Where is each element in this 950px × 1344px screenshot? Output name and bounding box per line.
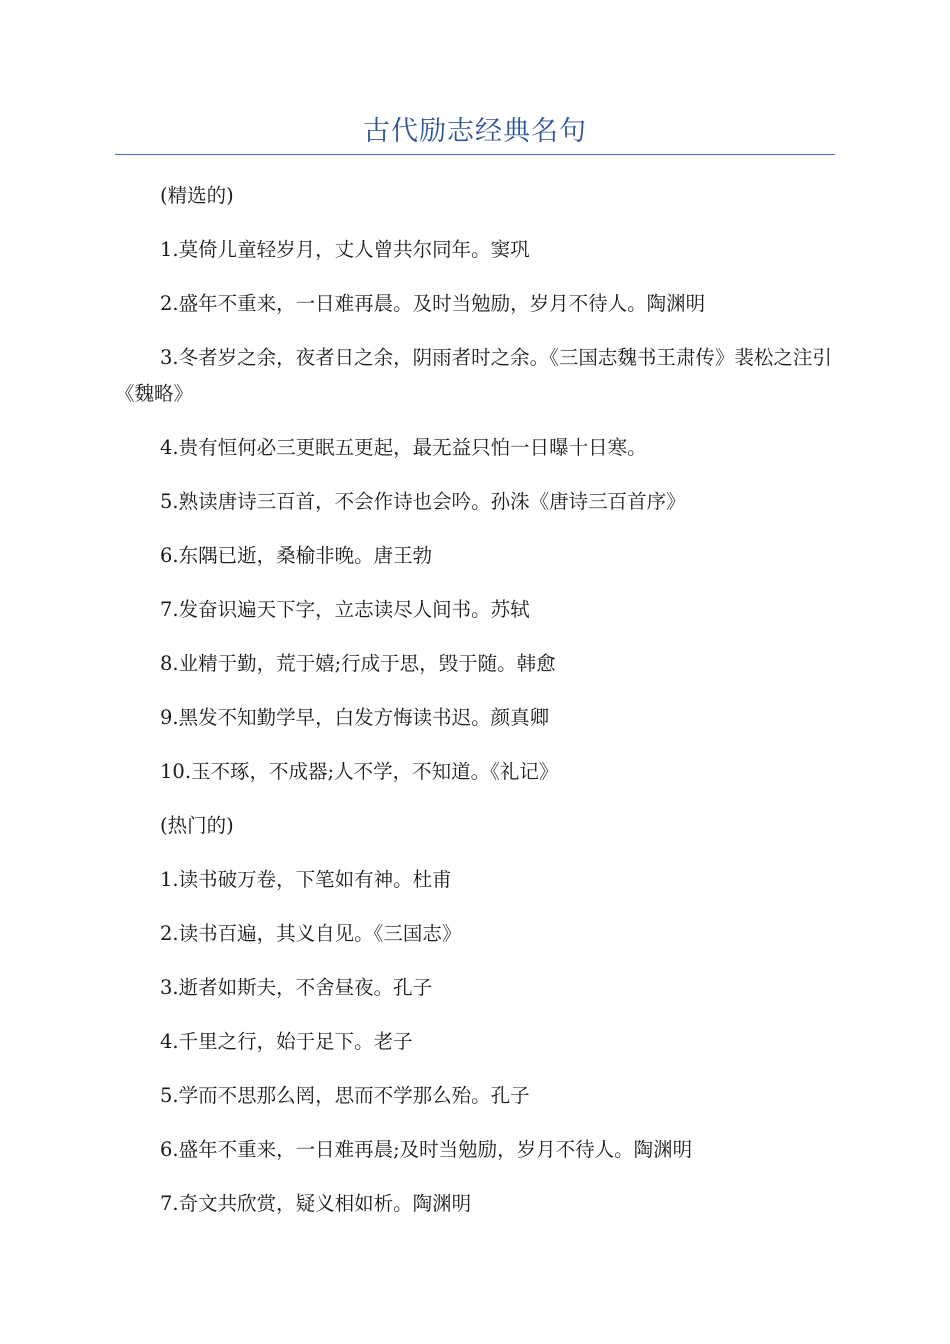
quote-paragraph: 5.学而不思那么罔，思而不学那么殆。孔子	[160, 1084, 530, 1107]
section-heading-popular: (热门的)	[160, 814, 234, 837]
quote-paragraph: 3.冬者岁之余，夜者日之余，阴雨者时之余。《三国志魏书王肃传》裴松之注引《魏略》	[115, 346, 832, 405]
quote-paragraph: 1.莫倚儿童轻岁月，丈人曾共尔同年。窦巩	[160, 238, 530, 261]
document-body	[115, 178, 835, 1240]
quote-paragraph: 7.奇文共欣赏，疑义相如析。陶渊明	[160, 1192, 472, 1215]
quote-paragraph: 7.发奋识遍天下字，立志读尽人间书。苏轼	[160, 598, 530, 621]
quote-paragraph: 6.盛年不重来，一日难再晨;及时当勉励，岁月不待人。陶渊明	[160, 1138, 693, 1161]
quote-paragraph: 9.黑发不知勤学早，白发方悔读书迟。颜真卿	[160, 706, 550, 729]
quote-paragraph: 5.熟读唐诗三百首，不会作诗也会吟。孙洙《唐诗三百首序》	[160, 490, 686, 513]
quote-paragraph: 1.读书破万卷，下笔如有神。杜甫	[160, 868, 452, 891]
quote-paragraph: 10.玉不琢，不成器;人不学，不知道。《礼记》	[160, 760, 559, 783]
title-underline	[115, 154, 835, 155]
document-title: 古代励志经典名句	[363, 116, 587, 147]
quote-paragraph: 4.千里之行，始于足下。老子	[160, 1030, 413, 1053]
quote-paragraph: 4.贵有恒何必三更眠五更起，最无益只怕一日曝十日寒。	[160, 436, 647, 459]
quote-paragraph: 6.东隅已逝，桑榆非晚。唐王勃	[160, 544, 433, 567]
quote-paragraph: 8.业精于勤，荒于嬉;行成于思，毁于随。韩愈	[160, 652, 556, 675]
section-heading-selected: (精选的)	[160, 184, 234, 207]
quote-paragraph: 2.盛年不重来，一日难再晨。及时当勉励，岁月不待人。陶渊明	[160, 292, 706, 315]
quote-paragraph: 2.读书百遍，其义自见。《三国志》	[160, 922, 462, 945]
quote-paragraph: 3.逝者如斯夫，不舍昼夜。孔子	[160, 976, 433, 999]
